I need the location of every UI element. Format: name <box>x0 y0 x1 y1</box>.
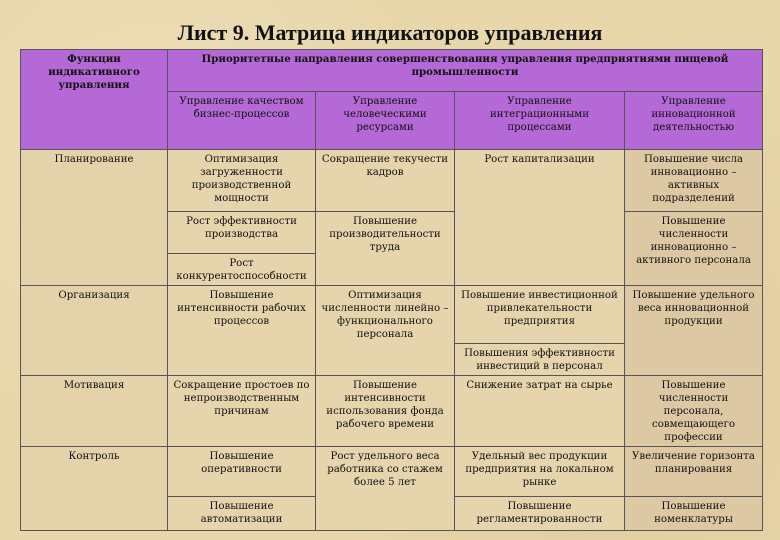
cell-organization-c4: Повышение удельного веса инновационной продукции <box>625 286 763 376</box>
cell-planning-c4b: Повышение численности инновационно – активного персонала <box>625 212 763 286</box>
cell-planning-c2a: Сокращение текучести кадров <box>316 150 455 212</box>
cell-control-c4b: Повышение номенклатуры <box>625 497 763 531</box>
cell-control-c1b: Повышение автоматизации <box>168 497 316 531</box>
row-label-motivation: Мотивация <box>21 376 168 447</box>
column-header-integration: Управление интеграционными процессами <box>455 92 625 150</box>
row-label-planning: Планирование <box>21 150 168 286</box>
column-header-innovation: Управление инновационной деятельностью <box>625 92 763 150</box>
cell-organization-c2: Оптимизация численности линейно – функционального персонала <box>316 286 455 376</box>
cell-control-c3a: Удельный вес продукции предприятия на локальном рынке <box>455 447 625 497</box>
row-label-control: Контроль <box>21 447 168 531</box>
cell-motivation-c1: Сокращение простоев по непроизводственным причинам <box>168 376 316 447</box>
cell-control-c1a: Повышение оперативности <box>168 447 316 497</box>
cell-planning-c3: Рост капитализации <box>455 150 625 286</box>
column-header-human-resources: Управление человеческими ресурсами <box>316 92 455 150</box>
cell-motivation-c3: Снижение затрат на сырье <box>455 376 625 447</box>
cell-planning-c1a: Оптимизация загруженности производственной мощности <box>168 150 316 212</box>
directions-header: Приоритетные направления совершенствования управления предприятиями пищевой промышленности <box>168 50 763 92</box>
cell-control-c2: Рост удельного веса работника со стажем более 5 лет <box>316 447 455 531</box>
page-title: Лист 9. Матрица индикаторов управления <box>177 20 603 45</box>
cell-planning-c4a: Повышение числа инновационно – активных подразделений <box>625 150 763 212</box>
indicator-matrix-table <box>20 49 763 531</box>
cell-planning-c1b: Рост эффективности производства <box>168 212 316 254</box>
row-label-organization: Организация <box>21 286 168 376</box>
cell-planning-c2b: Повышение производительности труда <box>316 212 455 286</box>
column-header-business-quality: Управление качеством бизнес-процессов <box>168 92 316 150</box>
cell-control-c3b: Повышение регламентированности <box>455 497 625 531</box>
cell-motivation-c4: Повышение численности персонала, совмещающего профессии <box>625 376 763 447</box>
cell-planning-c1c: Рост конкурентоспособности <box>168 254 316 286</box>
cell-organization-c1: Повышение интенсивности рабочих процессов <box>168 286 316 376</box>
cell-organization-c3b: Повышения эффективности инвестиций в персонал <box>455 344 625 376</box>
cell-motivation-c2: Повышение интенсивности использования фонда рабочего времени <box>316 376 455 447</box>
cell-organization-c3a: Повышение инвестиционной привлекательности предприятия <box>455 286 625 344</box>
cell-control-c4a: Увеличение горизонта планирования <box>625 447 763 497</box>
functions-header: Функции индикативного управления <box>21 50 168 150</box>
